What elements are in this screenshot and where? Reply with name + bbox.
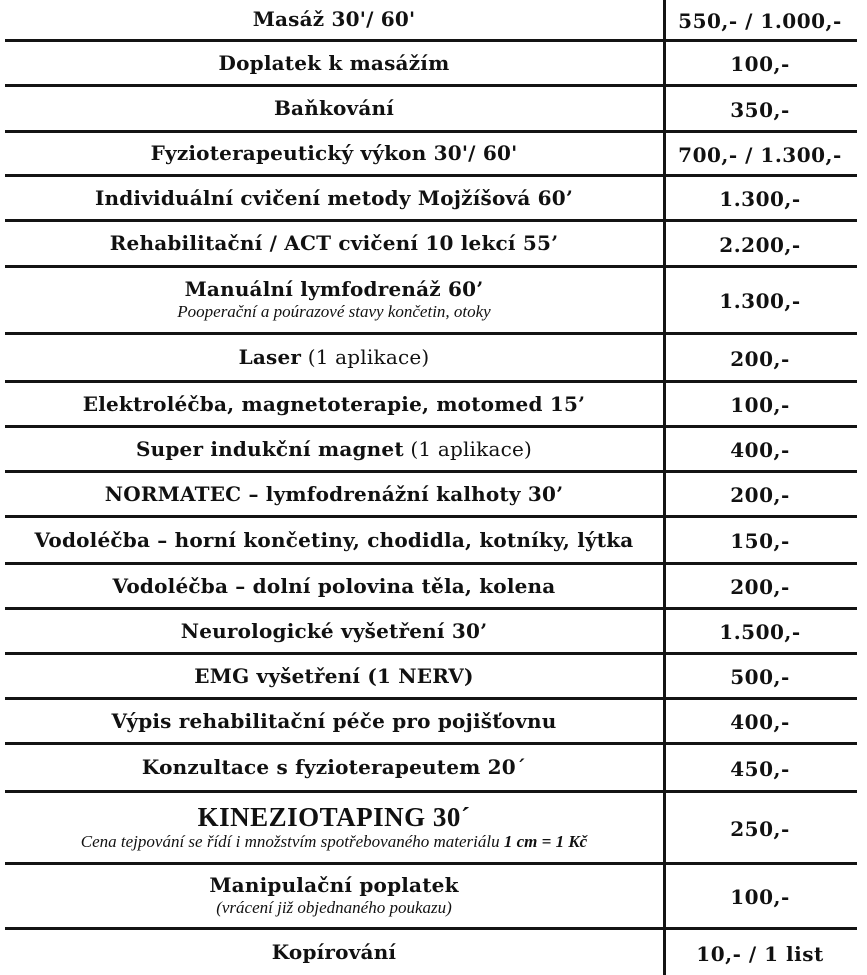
price-cell: 350,- xyxy=(730,97,790,122)
price-cell: 200,- xyxy=(730,483,790,507)
price-cell: 1.300,- xyxy=(719,289,801,313)
service-name-cell xyxy=(5,335,663,380)
service-name-cell xyxy=(5,133,663,174)
service-name-cell xyxy=(5,473,663,515)
service-name: EMG vyšetření (1 NERV) xyxy=(194,663,474,688)
table-row xyxy=(5,133,857,177)
service-name: Baňkování xyxy=(273,96,395,120)
service-name-cell xyxy=(5,268,663,332)
table-row xyxy=(5,268,857,335)
price-cell: 250,- xyxy=(730,816,790,841)
service-name-cell xyxy=(5,745,663,790)
table-row xyxy=(5,473,857,518)
service-name-cell xyxy=(5,0,663,39)
price-table-rows xyxy=(5,0,857,975)
price-cell: 100,- xyxy=(730,52,790,76)
service-name: KINEZIOTAPING 30´ xyxy=(197,802,471,833)
price-cell: 1.300,- xyxy=(719,187,801,211)
price-cell: 200,- xyxy=(730,575,790,599)
column-divider xyxy=(663,0,666,975)
service-name-cell xyxy=(5,518,663,562)
service-name: Masáž 30'/ 60' xyxy=(252,7,416,31)
table-row xyxy=(5,930,857,975)
table-row xyxy=(5,177,857,222)
service-name: NORMATEC – lymfodrenážní kalhoty 30’ xyxy=(104,481,564,506)
price-cell: 400,- xyxy=(730,710,790,734)
table-row xyxy=(5,428,857,473)
service-name-cell xyxy=(5,87,663,130)
table-row xyxy=(5,0,857,42)
table-row xyxy=(5,335,857,383)
service-name: Manipulační poplatek xyxy=(209,873,459,898)
price-cell: 2.200,- xyxy=(719,232,801,257)
price-cell: 150,- xyxy=(730,529,790,553)
table-row xyxy=(5,610,857,655)
service-subtitle: Pooperační a poúrazové stavy končetin, otoky xyxy=(177,302,491,322)
service-name: Manuální lymfodrenáž 60’ xyxy=(184,277,484,302)
service-name: Individuální cvičení metody Mojžíšová 60’ xyxy=(94,185,574,210)
table-row xyxy=(5,42,857,87)
service-name-cell xyxy=(5,428,663,470)
service-name: Doplatek k masážím xyxy=(218,50,450,75)
service-name: Fyzioterapeutický výkon 30'/ 60' xyxy=(150,141,518,165)
table-row xyxy=(5,745,857,793)
service-name-cell xyxy=(5,865,663,927)
service-name-cell xyxy=(5,793,663,862)
table-row xyxy=(5,865,857,930)
price-cell: 1.500,- xyxy=(719,620,801,644)
table-row xyxy=(5,518,857,565)
service-name: Laser (1 aplikace) xyxy=(238,345,430,369)
price-cell: 10,- / 1 list xyxy=(696,941,824,966)
price-cell: 450,- xyxy=(730,756,790,781)
service-name-cell xyxy=(5,383,663,425)
service-subtitle: Cena tejpování se řídí i množstvím spotřebovaného materiálu 1 cm = 1 Kč xyxy=(80,832,588,852)
service-name: Kopírování xyxy=(271,940,397,964)
service-name-cell xyxy=(5,930,663,975)
service-name: Vodoléčba – horní končetiny, chodidla, kotníky, lýtka xyxy=(34,527,634,552)
service-name-cell xyxy=(5,565,663,607)
service-name-suffix: (1 aplikace) xyxy=(403,436,533,461)
price-cell: 200,- xyxy=(730,346,790,371)
service-name: Konzultace s fyzioterapeutem 20´ xyxy=(141,755,527,779)
service-subtitle: (vrácení již objednaného poukazu) xyxy=(216,898,452,918)
service-name: Vodoléčba – dolní polovina těla, kolena xyxy=(112,573,556,598)
service-name: Rehabilitační / ACT cvičení 10 lekcí 55’ xyxy=(109,231,559,255)
service-subtitle-bold: 1 cm = 1 Kč xyxy=(503,832,588,852)
service-name-cell xyxy=(5,42,663,84)
table-row xyxy=(5,565,857,610)
table-row xyxy=(5,222,857,268)
price-cell: 100,- xyxy=(730,885,790,909)
service-name: Elektroléčba, magnetoterapie, motomed 15’ xyxy=(82,391,586,416)
service-name-suffix: (1 aplikace) xyxy=(301,345,430,369)
service-name: Neurologické vyšetření 30’ xyxy=(180,618,488,643)
service-name-cell xyxy=(5,610,663,652)
table-row xyxy=(5,700,857,745)
service-name: Super indukční magnet (1 aplikace) xyxy=(135,436,533,461)
table-row xyxy=(5,383,857,428)
service-name-cell xyxy=(5,177,663,219)
table-row xyxy=(5,655,857,700)
service-name-cell xyxy=(5,222,663,265)
price-cell: 700,- / 1.300,- xyxy=(678,142,842,167)
table-row xyxy=(5,87,857,133)
service-name-cell xyxy=(5,700,663,742)
table-row xyxy=(5,793,857,865)
service-name-cell xyxy=(5,655,663,697)
price-cell: 400,- xyxy=(730,438,790,462)
price-cell: 100,- xyxy=(730,393,790,417)
service-name: Výpis rehabilitační péče pro pojišťovnu xyxy=(111,708,557,733)
price-cell: 550,- / 1.000,- xyxy=(678,8,842,33)
price-cell: 500,- xyxy=(730,665,790,689)
